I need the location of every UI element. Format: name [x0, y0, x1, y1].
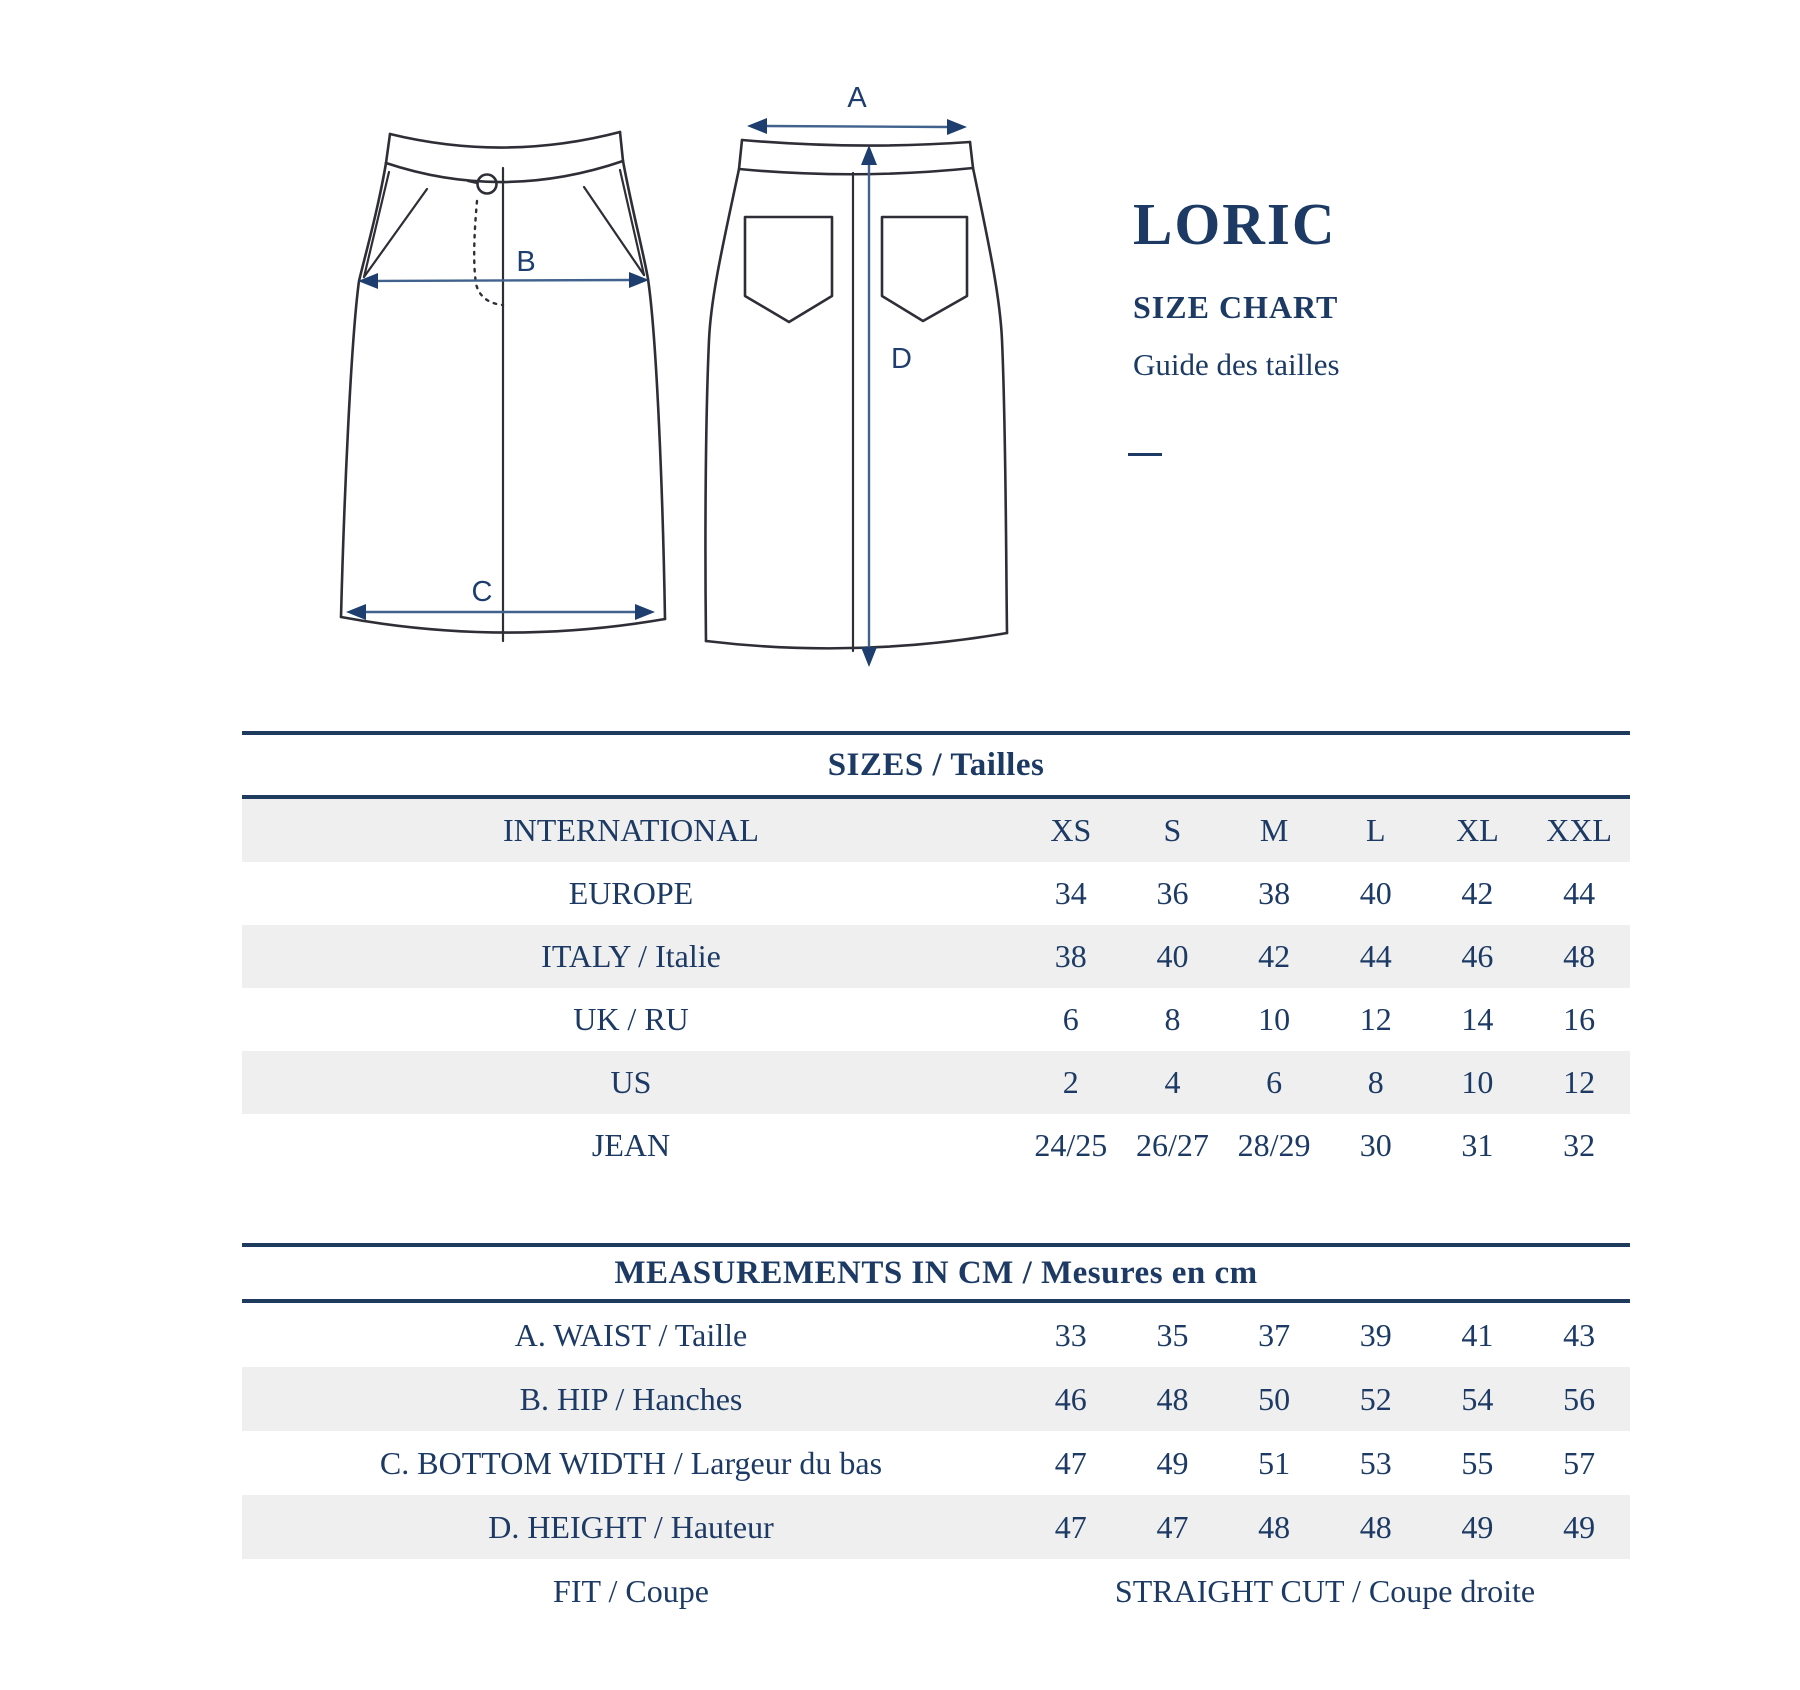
measurement-cell: 56: [1563, 1380, 1596, 1417]
size-cell: 14: [1461, 1001, 1494, 1037]
size-cell: 42: [1258, 938, 1291, 974]
dim-label-b: B: [516, 246, 536, 278]
row-label: A. WAIST / Taille: [514, 1316, 748, 1353]
row-label: D. HEIGHT / Hauteur: [488, 1508, 774, 1545]
row-label: US: [610, 1064, 652, 1100]
measurement-cell: 41: [1461, 1316, 1494, 1353]
dim-label-a: A: [847, 82, 867, 114]
size-cell: 28/29: [1237, 1127, 1311, 1163]
table-row-hip: [242, 1367, 1630, 1431]
size-cell: 46: [1461, 938, 1494, 974]
size-cell: 40: [1156, 938, 1189, 974]
row-label: B. HIP / Hanches: [519, 1380, 743, 1417]
size-cell: 32: [1563, 1127, 1596, 1163]
skirt-technical-drawing: [0, 0, 1800, 700]
measurement-cell: 43: [1563, 1316, 1596, 1353]
measurement-cell: 55: [1461, 1444, 1494, 1481]
measurement-cell: 50: [1258, 1380, 1291, 1417]
size-cell: 2: [1062, 1064, 1079, 1100]
size-cell: 6: [1266, 1064, 1283, 1100]
measure-arrow-d: [861, 145, 912, 667]
measurement-cell: 53: [1359, 1444, 1392, 1481]
measurement-cell: 47: [1054, 1444, 1087, 1481]
measurement-cell: 39: [1359, 1316, 1392, 1353]
table-row-europe: [242, 862, 1630, 925]
dim-label-d: D: [891, 343, 912, 375]
size-cell: 44: [1359, 938, 1392, 974]
measurement-cell: 37: [1258, 1316, 1291, 1353]
measurement-cell: 48: [1258, 1508, 1291, 1545]
size-cell: XS: [1050, 812, 1092, 848]
size-cell: 44: [1563, 875, 1596, 911]
row-label: ITALY / Italie: [541, 938, 721, 974]
row-label: FIT / Coupe: [553, 1572, 709, 1609]
measurement-cell: 46: [1054, 1380, 1087, 1417]
size-cell: 42: [1461, 875, 1494, 911]
table-row-uk: [242, 988, 1630, 1051]
size-cell: 48: [1563, 938, 1596, 974]
size-cell: 12: [1359, 1001, 1392, 1037]
measurement-cell: 49: [1156, 1444, 1189, 1481]
product-title: LORIC: [1133, 191, 1337, 257]
size-cell: 24/25: [1034, 1127, 1108, 1163]
measurement-cell: 49: [1563, 1508, 1596, 1545]
back-pocket-right: [882, 217, 967, 321]
measurement-cell: 49: [1461, 1508, 1494, 1545]
row-label: C. BOTTOM WIDTH / Largeur du bas: [379, 1444, 883, 1481]
size-cell: 36: [1156, 875, 1189, 911]
divider-dash: [1128, 453, 1162, 456]
size-cell: 6: [1062, 1001, 1079, 1037]
measurement-cell: 47: [1156, 1508, 1189, 1545]
measurement-cell: 51: [1258, 1444, 1291, 1481]
measure-arrow-c: [346, 576, 655, 620]
size-cell: XL: [1456, 812, 1499, 848]
fit-value: STRAIGHT CUT / Coupe droite: [1114, 1572, 1536, 1609]
measurements-table: [242, 1243, 1630, 1623]
size-cell: 12: [1563, 1064, 1596, 1100]
row-label: INTERNATIONAL: [503, 812, 759, 848]
size-cell: S: [1163, 812, 1182, 848]
size-cell: 31: [1461, 1127, 1494, 1163]
table-row-height: [242, 1495, 1630, 1559]
dim-label-c: C: [471, 576, 493, 608]
size-cell: 16: [1563, 1001, 1596, 1037]
measurement-cell: 35: [1156, 1316, 1189, 1353]
table-row-us: [242, 1051, 1630, 1114]
table-row-fit: [242, 1559, 1630, 1623]
size-cell: M: [1259, 812, 1289, 848]
table-row-international: [242, 799, 1630, 862]
button-icon: [478, 175, 497, 194]
size-chart-subtitle-fr: Guide des tailles: [1133, 347, 1340, 382]
measurement-cell: 54: [1461, 1380, 1494, 1417]
size-cell: 8: [1164, 1001, 1181, 1037]
size-cell: 10: [1461, 1064, 1494, 1100]
skirt-front-view: [341, 132, 665, 641]
row-label: EUROPE: [568, 875, 694, 911]
row-label: JEAN: [591, 1127, 671, 1163]
size-cell: XXL: [1546, 812, 1612, 848]
table-row-jean: [242, 1114, 1630, 1177]
measurements-table-header: MEASUREMENTS IN CM / Mesures en cm: [614, 1254, 1258, 1291]
measurement-cell: 57: [1563, 1444, 1596, 1481]
size-cell: 40: [1359, 875, 1392, 911]
skirt-back-view: [705, 140, 1007, 651]
sizes-table: [242, 731, 1630, 1177]
size-cell: 34: [1054, 875, 1087, 911]
table-row-waist: [242, 1303, 1630, 1367]
measurement-cell: 48: [1359, 1508, 1392, 1545]
measurement-cell: 48: [1156, 1380, 1189, 1417]
size-cell: L: [1365, 812, 1386, 848]
size-chart-title: SIZE CHART: [1133, 289, 1339, 325]
size-cell: 8: [1367, 1064, 1384, 1100]
size-cell: 38: [1258, 875, 1291, 911]
size-cell: 26/27: [1136, 1127, 1209, 1163]
size-cell: 38: [1054, 938, 1087, 974]
size-cell: 30: [1359, 1127, 1392, 1163]
size-cell: 4: [1164, 1064, 1181, 1100]
measurement-cell: 52: [1359, 1380, 1392, 1417]
row-label: UK / RU: [573, 1001, 689, 1037]
measurement-cell: 33: [1054, 1316, 1087, 1353]
fly-stitch-dotted-line: [474, 201, 503, 305]
size-cell: 10: [1258, 1001, 1291, 1037]
table-row-bottom-width: [242, 1431, 1630, 1495]
measurement-cell: 47: [1054, 1508, 1087, 1545]
sizes-table-header: SIZES / Tailles: [827, 746, 1045, 783]
back-pocket-left: [745, 217, 832, 322]
table-row-italy: [242, 925, 1630, 988]
measure-arrow-a: [747, 82, 967, 135]
